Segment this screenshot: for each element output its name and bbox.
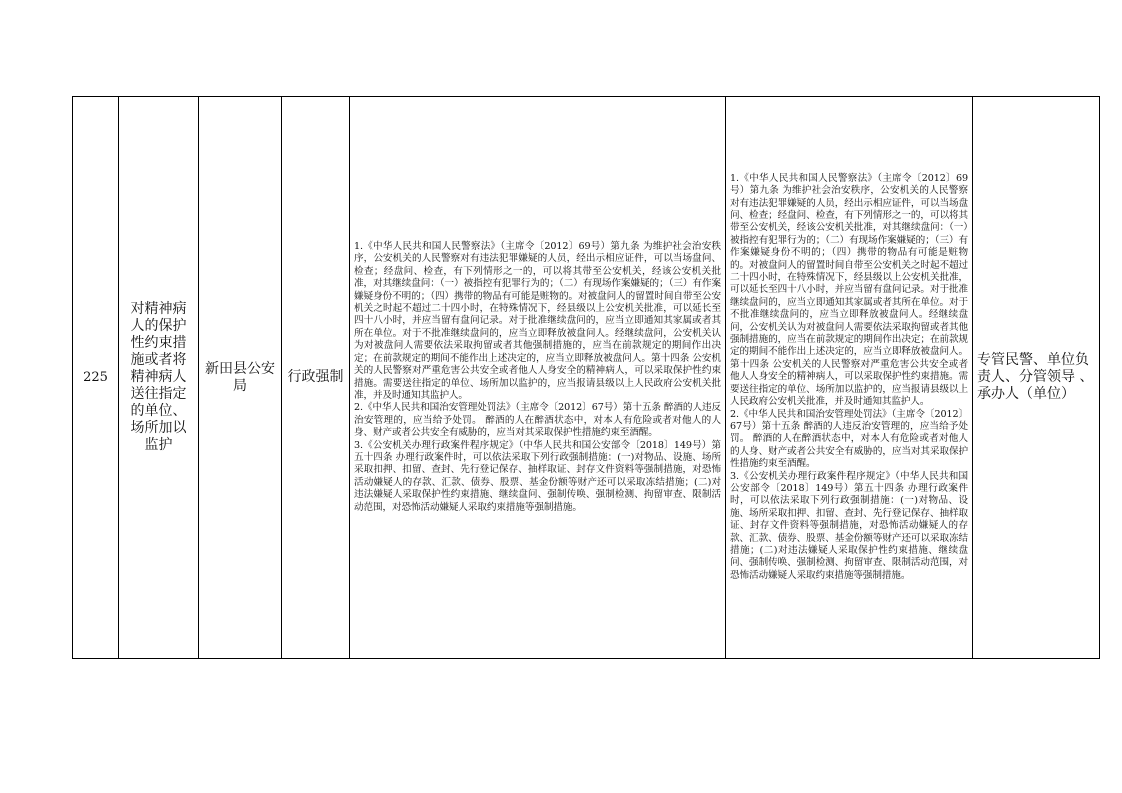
legal-basis-paragraph: 3.《公安机关办理行政案件程序规定》（中华人民共和国公安部令〔2018〕149号）第五十四条 办理行政案件时，可以依法采取下列行政强制措施：(一)对物品、设施、场所采取扣押、扣留、查封、先行登记保存、抽样取证、封存文件资料等强制措施，对恐怖活动嫌疑人的存款、汇款、债券、股票、基金份额等财产还可以采取冻结措施；(二)对违法嫌疑人采取保护性约束措施、继续盘问、强制传唤、强制检测、拘留审查、限制活动范围，对恐怖活动嫌疑人采取约束措施等强制措施。 (354, 439, 721, 513)
authority-list-table (72, 96, 1100, 659)
responsibility-paragraph: 1.《中华人民共和国人民警察法》（主席令〔2012〕69号）第九条 为维护社会治安秩序，公安机关的人民警察对有违法犯罪嫌疑的人员，经出示相应证件，可以当场盘问、检查；经盘问、检查，有下列情形之一的，可以将其带至公安机关，经该公安机关批准，对其继续盘问：（一）被指控有犯罪行为的；（二）有现场作案嫌疑的；（三）有作案嫌疑身份不明的；（四）携带的物品有可能是赃物的。对被盘问人的留置时间自带至公安机关之时起不超过二十四小时，在特殊情况下，经县级以上公安机关批准，可以延长至四十八小时，并应当留有盘问记录。对于批准继续盘问的，应当立即通知其家属或者其所在单位。对于不批准继续盘问的，应当立即释放被盘问人。经继续盘问，公安机关认为对被盘问人需要依法采取拘留或者其他强制措施的，应当在前款规定的期间作出决定；在前款规定的期间不能作出上述决定的，应当立即释放被盘问人。第十四条 公安机关的人民警察对严重危害公共安全或者他人人身安全的精神病人，可以采取保护性约束措施。需要送往指定的单位、场所加以监护的，应当报请县级以上人民政府公安机关批准，并及时通知其监护人。 (730, 172, 968, 408)
responsible-persons: 专管民警、单位负责人、分管领导 、承办人（单位） (977, 352, 1094, 402)
item-name: 对精神病人的保护性约束措施或者将精神病人送往指定的单位、场所加以监护 (130, 301, 187, 453)
department-name: 新田县公安局 (205, 360, 275, 394)
row-number: 225 (83, 370, 108, 385)
responsible-persons-cell (973, 97, 1100, 659)
legal-basis-paragraph: 1.《中华人民共和国人民警察法》（主席令〔2012〕69号）第九条 为维护社会治安秩序，公安机关的人民警察对有违法犯罪嫌疑的人员，经出示相应证件，可以当场盘问、检查；经盘问、检查，有下列情形之一的，可以将其带至公安机关，经该公安机关批准，对其继续盘问：（一）被指控有犯罪行为的；（二）有现场作案嫌疑的；（三）有作案嫌疑身份不明的；（四）携带的物品有可能是赃物的。对被盘问人的留置时间自带至公安机关之时起不超过二十四小时，在特殊情况下，经县级以上公安机关批准，可以延长至四十八小时，并应当留有盘问记录。对于批准继续盘问的，应当立即通知其家属或者其所在单位。对于不批准继续盘问的，应当立即释放被盘问人。经继续盘问，公安机关认为对被盘问人需要依法采取拘留或者其他强制措施的，应当在前款规定的期间作出决定；在前款规定的期间不能作出上述决定的，应当立即释放被盘问人。第十四条 公安机关的人民警察对严重危害公共安全或者他人人身安全的精神病人，可以采取保护性约束措施。需要送往指定的单位、场所加以监护的，应当报请县级以上人民政府公安机关批准，并及时通知其监护人。 (354, 241, 721, 401)
item-name-cell (119, 97, 199, 659)
responsibility-paragraph: 3.《公安机关办理行政案件程序规定》（中华人民共和国公安部令〔2018〕149号）第五十四条 办理行政案件时，可以依法采取下列行政强制措施：(一)对物品、设施、场所采取扣押、扣留、查封、先行登记保存、抽样取证、封存文件资料等强制措施，对恐怖活动嫌疑人的存款、汇款、债券、股票、基金份额等财产还可以采取冻结措施；(二)对违法嫌疑人采取保护性约束措施、继续盘问、强制传唤、强制检测、拘留审查、限制活动范围，对恐怖活动嫌疑人采取约束措施等强制措施。 (730, 470, 968, 581)
table-row (73, 97, 1100, 659)
responsibility-basis-cell (726, 97, 973, 659)
responsibility-basis-text (730, 173, 968, 582)
power-category: 行政强制 (287, 369, 344, 385)
department-cell (199, 97, 282, 659)
legal-basis-text (354, 241, 721, 514)
legal-basis-paragraph: 2.《中华人民共和国治安管理处罚法》（主席令〔2012〕67号）第十五条 醉酒的人违反治安管理的，应当给予处罚。 醉酒的人在醉酒状态中，对本人有危险或者对他人的人身、财产或者公共安全有威胁的，应当对其采取保护性措施约束至酒醒。 (354, 402, 721, 439)
category-cell (282, 97, 350, 659)
legal-basis-cell (350, 97, 726, 659)
row-number-cell (73, 97, 119, 659)
responsibility-paragraph: 2.《中华人民共和国治安管理处罚法》（主席令〔2012〕67号）第十五条 醉酒的人违反治安管理的，应当给予处罚。 醉酒的人在醉酒状态中，对本人有危险或者对他人的人身、财产或者公共安全有威胁的，应当对其采取保护性措施约束至酒醒。 (730, 408, 968, 470)
